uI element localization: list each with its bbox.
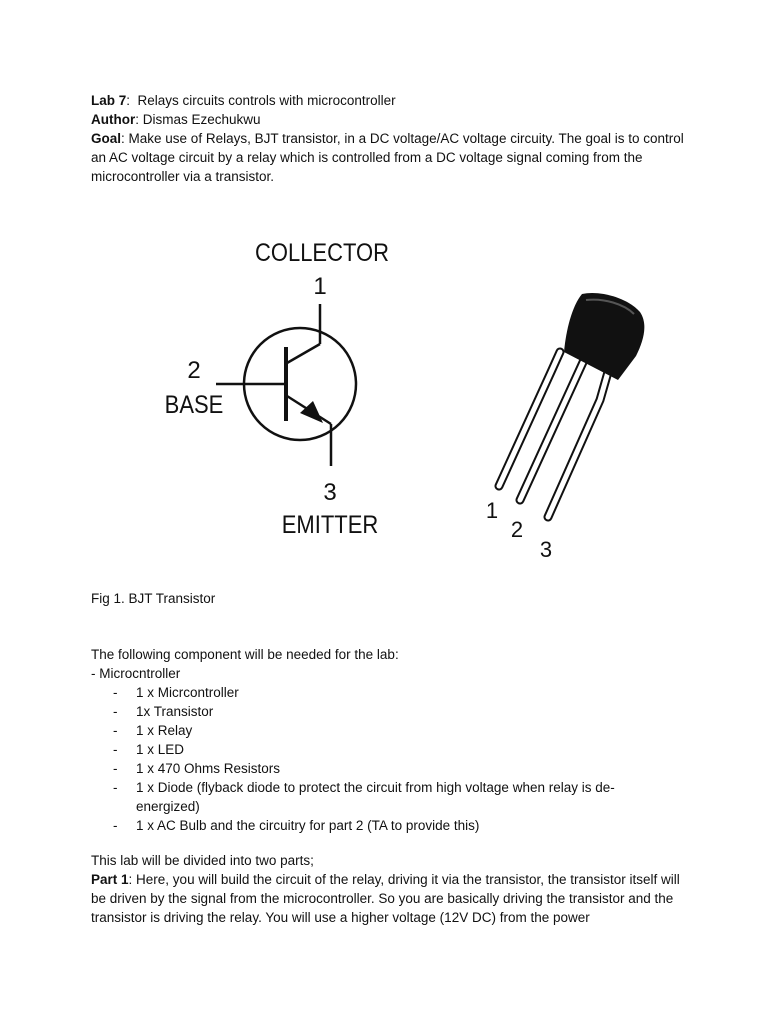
list-item-text: 1 x AC Bulb and the circuitry for part 2 (TA to provide this) <box>136 818 480 833</box>
package-pin-3-label: 3 <box>539 537 553 562</box>
list-item <box>91 759 691 778</box>
bjt-symbol <box>165 239 389 539</box>
base-pin-number: 2 <box>187 357 201 384</box>
emitter-pin-number: 3 <box>323 479 337 506</box>
goal-paragraph: Goal: Make use of Relays, BJT transistor, in a DC voltage/AC voltage circuity. The goal is to control an AC voltage circuit by a relay which is controlled from a DC voltage signal coming from the microcontroller via a transistor. <box>91 131 684 184</box>
components-list <box>91 683 691 835</box>
list-dash: - <box>113 704 118 719</box>
list-item-text: 1 x Micrcontroller <box>136 685 239 700</box>
to92-package <box>486 293 644 562</box>
list-dash: - <box>113 685 118 700</box>
list-item <box>91 702 691 721</box>
base-label: BASE <box>164 390 224 419</box>
list-item-text: 1 x 470 Ohms Resistors <box>136 761 281 776</box>
components-group: - Microcntroller <box>91 666 181 681</box>
lab-title: Relays circuits controls with microcontroller <box>137 93 396 108</box>
list-item-text: 1 x LED <box>136 742 185 757</box>
list-item <box>91 721 691 740</box>
package-leg-1 <box>499 352 560 486</box>
part1-label: Part 1 <box>91 872 129 887</box>
goal-text: Make use of Relays, BJT transistor, in a DC voltage/AC voltage circuity. The goal is to control an AC voltage circuit by a relay which is controlled from a DC voltage signal coming from the microcontroller via a transistor. <box>91 131 684 184</box>
emitter-arrow <box>300 401 323 423</box>
list-dash: - <box>113 723 118 738</box>
package-pin-2-label: 2 <box>510 517 524 542</box>
collector-arm <box>287 344 320 363</box>
goal-label: Goal <box>91 131 122 146</box>
author-label: Author <box>91 112 136 127</box>
package-leg-2 <box>520 360 584 500</box>
author-line: Author: Dismas Ezechukwu <box>91 112 261 127</box>
package-leg-3 <box>548 372 608 517</box>
list-item <box>91 683 691 702</box>
parts-intro: This lab will be divided into two parts; <box>91 853 314 868</box>
lab-label: Lab 7 <box>91 93 127 108</box>
lab-title-line: Lab 7: Relays circuits controls with microcontroller <box>91 93 396 108</box>
components-intro: The following component will be needed for the lab: <box>91 647 399 662</box>
components-section <box>91 645 691 835</box>
list-dash: - <box>113 818 118 833</box>
list-item <box>91 740 691 759</box>
figure-caption: Fig 1. BJT Transistor <box>91 591 216 606</box>
list-item-text: 1 x Diode (flyback diode to protect the circuit from high voltage when relay is de-energized) <box>136 780 615 814</box>
list-item <box>91 778 691 816</box>
author-name: Dismas Ezechukwu <box>142 112 261 127</box>
list-dash: - <box>113 742 118 757</box>
part1-paragraph: Part 1: Here, you will build the circuit of the relay, driving it via the transistor, the transistor itself will be driven by the signal from the microcontroller. So you are basically driving the transistor and the transistor is driving the relay. You will use a higher voltage (12V DC) from the power <box>91 872 680 925</box>
part1-text: Here, you will build the circuit of the relay, driving it via the transistor, the transistor itself will be driven by the signal from the microcontroller. So you are basically driving the transistor and the transistor is driving the relay. You will use a higher voltage (12V DC) from the power <box>91 872 680 925</box>
collector-pin-number: 1 <box>313 273 327 300</box>
list-item-text: 1 x Relay <box>136 723 193 738</box>
package-pin-1-label: 1 <box>485 498 499 523</box>
list-item-text: 1x Transistor <box>136 704 214 719</box>
list-dash: - <box>113 761 118 776</box>
list-item <box>91 816 691 835</box>
parts-section <box>91 851 691 927</box>
collector-label: COLLECTOR <box>255 238 389 267</box>
list-dash: - <box>113 780 118 795</box>
emitter-label: EMITTER <box>281 510 379 539</box>
